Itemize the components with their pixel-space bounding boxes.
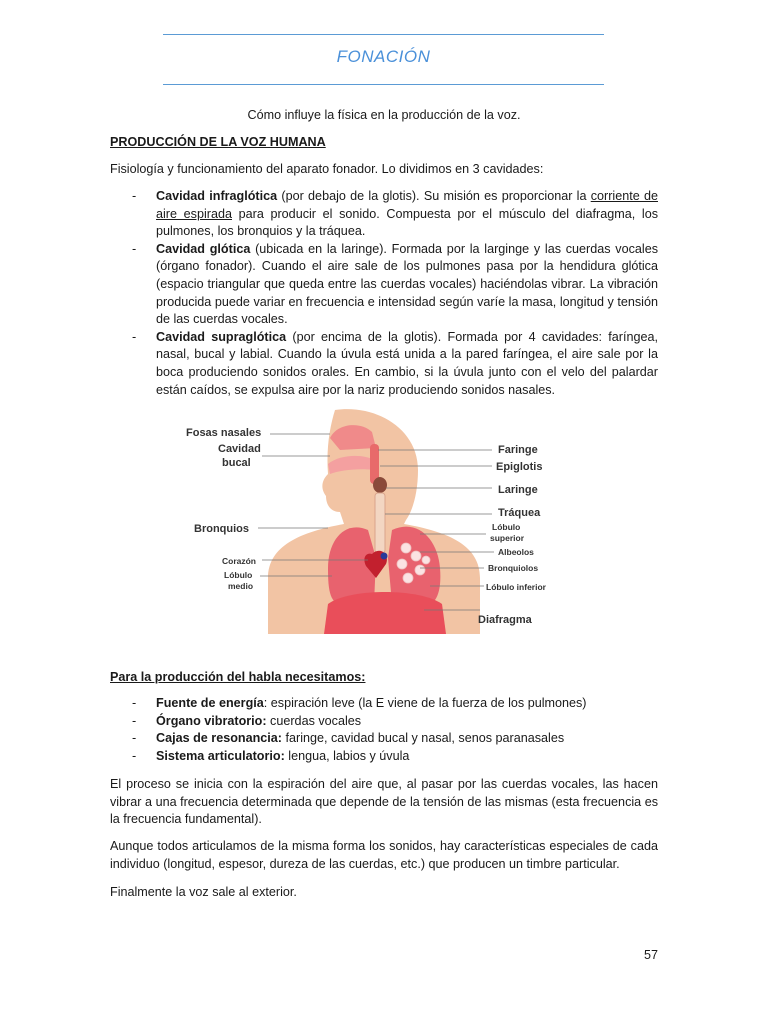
page-number: 57 bbox=[643, 948, 658, 962]
label-lobulo-superior-2: superior bbox=[490, 533, 525, 543]
page-title: FONACIÓN bbox=[336, 47, 431, 66]
label-bucal: bucal bbox=[222, 457, 251, 469]
label-lobulo-superior-1: Lóbulo bbox=[492, 522, 521, 532]
label-alveolos: Albeolos bbox=[498, 547, 534, 557]
paragraph-timbre: Aunque todos articulamos de la misma forma los sonidos, hay características especiales de cada individuo (longitud, espesor, dureza de las cuerdas, etc.) que producen un timbre particular. bbox=[110, 839, 658, 871]
item-term: Fuente de energía bbox=[156, 696, 264, 710]
section-heading-voz: PRODUCCIÓN DE LA VOZ HUMANA bbox=[110, 135, 326, 149]
label-lobulo-medio-2: medio bbox=[228, 581, 254, 591]
list-item bbox=[130, 695, 658, 713]
paragraph-proceso: El proceso se inicia con la espiración del aire que, al pasar por las cuerdas vocales, las hacen vibrar a una frecuencia determinada que depende de la tensión de las mismas (esta frecuencia es la frecuencia fundamental). bbox=[110, 777, 658, 827]
item-term: Cavidad supraglótica bbox=[156, 329, 287, 344]
label-bronquiolos: Bronquiolos bbox=[488, 563, 539, 573]
item-text: faringe, cavidad bucal y nasal, senos paranasales bbox=[282, 731, 565, 746]
item-text: (por encima de la glotis). Formada por 4 cavidades: faríngea, nasal, bucal y labial. Cuando la úvula está unida a la pared faríngea, el aire sale por la boca produciendo sonidos orales. En cambio, si la úvula junto con el velo del palardar están caídos, se expulsa aire por la nariz produciendo sonidos nasales. bbox=[156, 329, 658, 397]
list-item bbox=[130, 730, 658, 748]
list-item bbox=[130, 188, 658, 241]
label-corazon: Corazón bbox=[222, 556, 256, 566]
item-text: (ubicada en la laringe). Formada por la larginge y las cuerdas vocales (órgano fonador). Cuando el aire sale de los pulmones pasa por la hendidura glótica (espacio triangular que queda entre las cuerdas vocales) haciéndolas vibrar. La vibración producida puede variar en frecuencia e intensidad según varíe la masa, longitud y tensión de las cuerdas vocales. bbox=[156, 241, 658, 327]
diaphragm bbox=[324, 592, 446, 634]
item-term: Órgano vibratorio: bbox=[156, 713, 267, 728]
habla-list bbox=[130, 695, 658, 765]
item-term: Cavidad glótica bbox=[156, 241, 251, 256]
list-item bbox=[130, 329, 658, 399]
item-text: cuerdas vocales bbox=[266, 713, 362, 728]
label-epiglotis: Epiglotis bbox=[496, 461, 543, 473]
paragraph-final: Finalmente la voz sale al exterior. bbox=[110, 885, 297, 899]
label-laringe: Laringe bbox=[498, 484, 538, 496]
list-item bbox=[130, 241, 658, 329]
list-item bbox=[130, 748, 658, 766]
label-lobulo-medio-1: Lóbulo bbox=[224, 570, 253, 580]
item-text: : espiración leve (la E viene de la fuerza de los pulmones) bbox=[263, 696, 587, 710]
item-term: Cajas de resonancia: bbox=[156, 731, 282, 746]
item-term: Cavidad infraglótica bbox=[156, 189, 278, 203]
heart-vessel bbox=[381, 553, 388, 560]
item-text: lengua, labios y úvula bbox=[284, 748, 410, 763]
section-heading-habla: Para la producción del habla necesitamos: bbox=[110, 670, 366, 684]
header-rule-top bbox=[163, 34, 604, 35]
underlined-term: corriente de aire espirada bbox=[156, 189, 658, 221]
header-rule-bottom bbox=[163, 84, 604, 85]
label-lobulo-inferior: Lóbulo inferior bbox=[486, 582, 546, 592]
list-item bbox=[130, 713, 658, 731]
item-text: (por debajo de la glotis). Su misión es proporcionar la bbox=[277, 189, 591, 203]
respiratory-diagram bbox=[180, 408, 560, 634]
trachea bbox=[375, 493, 385, 553]
label-cavidad: Cavidad bbox=[218, 443, 261, 455]
item-term: Sistema articulatorio: bbox=[156, 748, 285, 763]
label-bronquios: Bronquios bbox=[194, 523, 249, 535]
larynx bbox=[373, 477, 387, 493]
intro-line: Cómo influye la física en la producción de la voz. bbox=[247, 108, 521, 122]
label-faringe: Faringe bbox=[498, 444, 538, 456]
section-lead: Fisiología y funcionamiento del aparato fonador. Lo dividimos en 3 cavidades: bbox=[110, 162, 544, 176]
label-fosas: Fosas nasales bbox=[186, 427, 262, 439]
cavidades-list bbox=[130, 188, 658, 399]
label-diafragma: Diafragma bbox=[478, 614, 532, 626]
label-traquea: Tráquea bbox=[498, 507, 541, 519]
item-text: para producir el sonido. Compuesta por el músculo del diafragma, los pulmones, los bronquios y la tráquea. bbox=[156, 206, 658, 239]
